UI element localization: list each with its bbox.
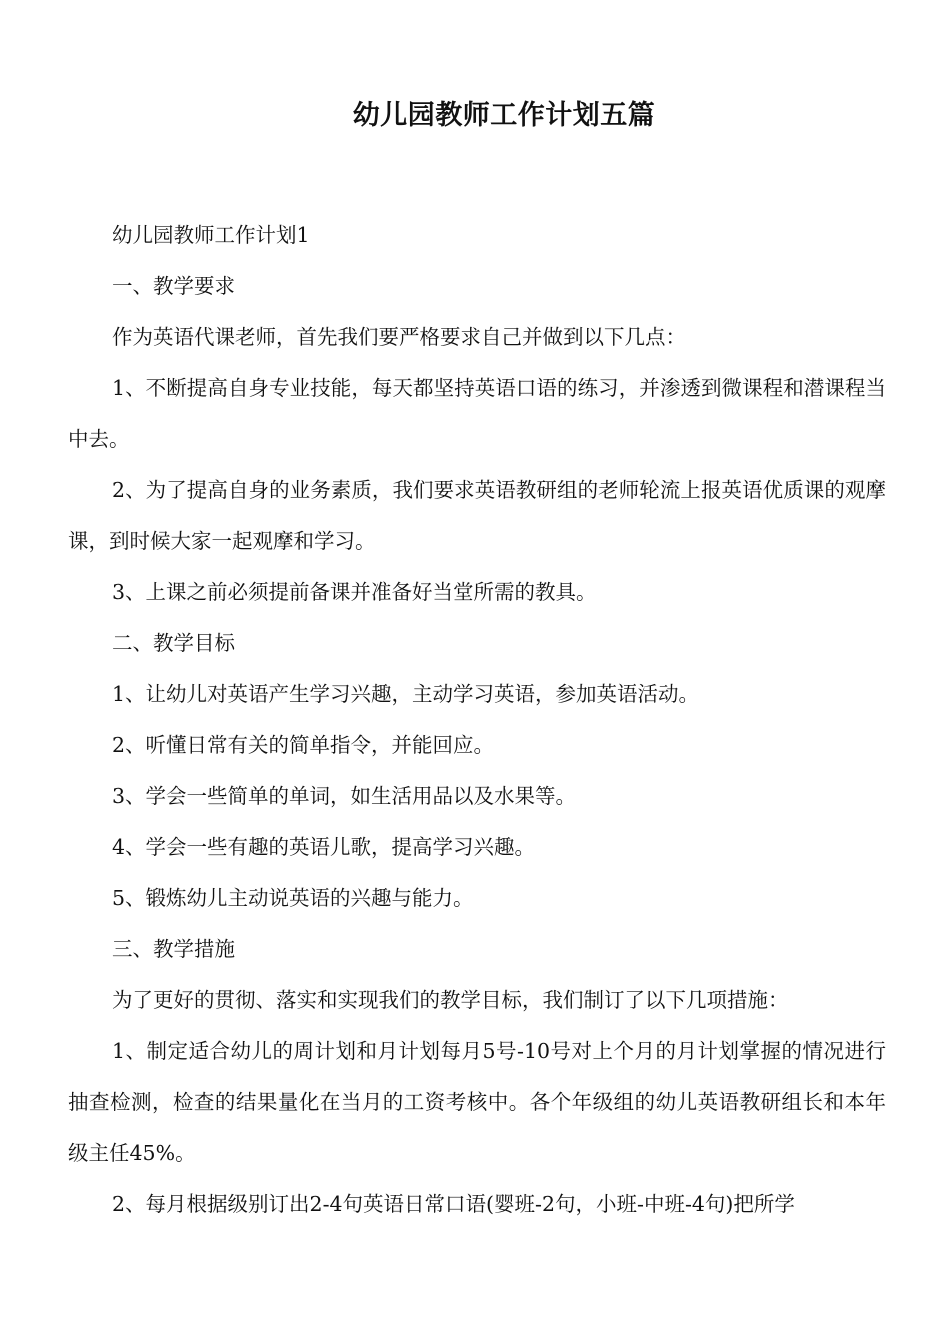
list-item: 3、上课之前必须提前备课并准备好当堂所需的教具。: [112, 580, 597, 604]
list-item: 4、学会一些有趣的英语儿歌，提高学习兴趣。: [112, 835, 536, 859]
list-item: 1、不断提高自身专业技能，每天都坚持英语口语的练习，并渗透到微课程和潜课程当中去。: [68, 376, 886, 451]
list-item: 2、每月根据级别订出2-4句英语日常口语(婴班-2句，小班-中班-4句)把所学: [112, 1192, 795, 1216]
section-heading-goals: 二、教学目标: [112, 631, 235, 655]
list-item: 3、学会一些简单的单词，如生活用品以及水果等。: [112, 784, 577, 808]
list-item: 2、为了提高自身的业务素质，我们要求英语教研组的老师轮流上报英语优质课的观摩课，到时候大家一起观摩和学习。: [68, 478, 886, 553]
section-heading-measures: 三、教学措施: [112, 937, 235, 961]
section-heading-requirements: 一、教学要求: [112, 274, 235, 298]
list-item: 1、让幼儿对英语产生学习兴趣，主动学习英语，参加英语活动。: [112, 682, 700, 706]
document-title: 幼儿园教师工作计划五篇: [352, 100, 656, 131]
paragraph: 为了更好的贯彻、落实和实现我们的教学目标，我们制订了以下几项措施：: [112, 988, 789, 1012]
paragraph: 作为英语代课老师，首先我们要严格要求自己并做到以下几点：: [112, 325, 686, 349]
paragraph-plan-heading: 幼儿园教师工作计划1: [112, 223, 310, 247]
list-item: 2、听懂日常有关的简单指令，并能回应。: [112, 733, 495, 757]
list-item: 1、制定适合幼儿的周计划和月计划每月5号-10号对上个月的月计划掌握的情况进行抽查检测，检查的结果量化在当月的工资考核中。各个年级组的幼儿英语教研组长和本年级主任45%。: [68, 1039, 886, 1165]
document-body: [68, 210, 886, 1230]
list-item: 5、锻炼幼儿主动说英语的兴趣与能力。: [112, 886, 474, 910]
